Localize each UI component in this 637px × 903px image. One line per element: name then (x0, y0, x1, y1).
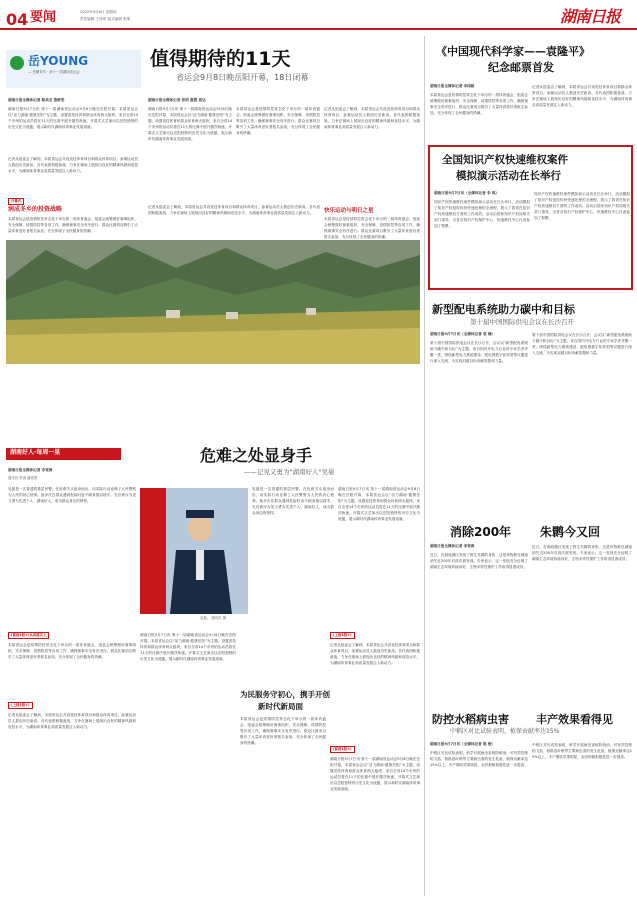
ip-text-2: 知识产权快速维权案件模拟演示活动在长沙举行，活动模拟了知识产权侵权纠纷快速处理的全流程，展示了我省在知识产权快速维权方面的工作成效。活动由国家知识产权局相关部门指导，全省各知识产权保护中心、快速维权中心代表参加了观摩。 (534, 192, 630, 220)
center-text-col1: 湖南日报9月7日讯 第十一届湖南省运动会9月8日晚在岳阳开幕，本届省运会以“活力湖南·健康岳阳”为主题，设置竞技体育和群众体育两大板块，来自全省14个市州的运动员将在11天的比赛中展开激烈角逐。开幕式文艺演出以岳阳独特的历史文化为底蕴，展示新时代湖南体育事业发展成就。 (148, 107, 232, 141)
left-subtitle: 润成冬乡的投资战略 (8, 206, 63, 213)
ibis-text-2: 近日，在洞庭湖区发现了野生朱鹮的身影，这是该物种在湖南消失近200年后再次被发现。专家表示，这一发现充分证明了湖南生态环境持续向好，生物多样性保护工作取得显著成效。 (532, 545, 632, 561)
center-text-col5: 记者从组委会了解到，本届省运会共设竞技体育项目和群众体育项目，参赛运动员人数创历史新高。各代表团积极备战，力争在赛场上展现出良好的精神风貌和竞技水平，为湖南体育事业高质量发展注入新动力。 (148, 205, 320, 215)
lower-headline-2: 新时代新局面 (258, 702, 303, 711)
rice-subhead: 中稻区对比试验表明，植保贡献率达15% (450, 728, 560, 735)
center-text-col3: 记者从组委会了解到，本届省运会共设竞技体育项目和群众体育项目，参赛运动员人数创历史新高。各代表团积极备战，力争在赛场上展现出良好的精神风貌和竞技水平，为湖南体育事业高质量发展注入新动力。 (324, 107, 420, 129)
good-people-banner: 湖南好人·每周一星 (6, 448, 121, 460)
lower-text-1: 本届省运会是疫情防控常态化下举办的一届体育盛会，组委会统筹做好赛事组织、安全保障、疫情防控等各项工作，确保赛事安全有序进行。群众比赛项目吸引了大量体育爱好者报名参加，充分体现了全民健身的热潮。 (8, 643, 136, 659)
lower-text-4: 本届省运会是疫情防控常态化下举办的一届体育盛会，组委会统筹做好赛事组织、安全保障、疫情防控等各项工作，确保赛事安全有序进行。群众比赛项目吸引了大量体育爱好者报名参加，充分体现了全民健身的热潮。 (240, 717, 326, 745)
main-subhead: 省运会9月8日晚岳阳开幕，18日闭幕 (176, 73, 309, 82)
rice-text-1: 中稻区对比试验表明，科学开展病虫害统防统治，可有效控制稻飞虱、稻纵卷叶螟等主要病虫害的发生危害，植保贡献率达15%以上，丰产增收效果明显，农民种粮积极性进一步提高。 (430, 751, 528, 767)
officer-illustration (140, 488, 248, 614)
ibis-kicker: 湖南日报全媒体记者 李宽海 (430, 544, 475, 548)
center-kicker: 湖南日报全媒体记者 张明 谢慧 周达 (148, 98, 206, 102)
rice-kicker: 湖南日报9月7日讯（全媒体记者 陈 俊） (430, 742, 496, 746)
stamp-headline-2: 纪念邮票首发 (488, 61, 554, 74)
section-name: 要闻 (30, 10, 57, 25)
rice-headline-2: 丰产效果看得见 (536, 713, 613, 726)
ip-headline-2: 模拟演示活动在长举行 (456, 170, 561, 182)
ip-kicker: 湖南日报9月7日讯（全媒体记者 李 琪） (434, 191, 500, 195)
left-tag: 开幕式 (8, 198, 24, 205)
feature-text-col2: 吴晏是一名普通的基层民警，在危难关头挺身而出，用实际行动诠释了人民警察为人民的初心使命。他多次在群众遇到危险时奋不顾身施以援手，先后被评为见义勇为先进个人、湖南好人，成为群众身边的榜样。 (252, 487, 334, 515)
lower-text-2: 记者从组委会了解到，本届省运会共设竞技体育项目和群众体育项目，参赛运动员人数创历史新高。各代表团积极备战，力争在赛场上展现出良好的精神风貌和竞技水平，为湖南体育事业高质量发展注入新动力。 (8, 713, 136, 729)
logo-subtext: — 岳麓青年 · 第十一届湖南省运会 (28, 70, 80, 74)
power-subhead: 第十届中国国际供电会议在长沙召开 (470, 318, 574, 326)
rice-text-2: 中稻区对比试验表明，科学开展病虫害统防统治，可有效控制稻飞虱、稻纵卷叶螟等主要病虫害的发生危害，植保贡献率达15%以上，丰产增收效果明显，农民种粮积极性进一步提高。 (532, 743, 632, 759)
page-number: 04 (6, 10, 29, 29)
left-article-text-2: 记者从组委会了解到，本届省运会共设竞技体育项目和群众体育项目，参赛运动员人数创历史新高。各代表团积极备战，力争在赛场上展现出良好的精神风貌和竞技水平，为湖南体育事业高质量发展注入新动力。 (8, 157, 138, 173)
column-divider (424, 36, 425, 896)
ibis-text-1: 近日，在洞庭湖区发现了野生朱鹮的身影，这是该物种在湖南消失近200年后再次被发现。专家表示，这一发现充分证明了湖南生态环境持续向好，生物多样性保护工作取得显著成效。 (430, 553, 528, 569)
center-section-head: 快乐运动与明日之星 (324, 208, 374, 214)
power-text-1: 第十届中国国际供电会议在长沙召开，会议以“新型配电系统助力碳中和目标”为主题，来自国内外电力行业的专家学者齐聚一堂，围绕新型电力系统建设、配电网数字化转型等议题进行深入交流，为实现双碳目标贡献智慧和力量。 (430, 341, 528, 363)
lower-text-3: 湖南日报9月7日讯 第十一届湖南省运动会9月8日晚在岳阳开幕，本届省运会以“活力湖南·健康岳阳”为主题，设置竞技体育和群众体育两大板块，来自全省14个市州的运动员将在11天的比赛中展开激烈角逐。开幕式文艺演出以岳阳独特的历史文化为底蕴，展示新时代湖南体育事业发展成就。 (140, 633, 236, 661)
ibis-headline-2: 朱鹮今又回 (540, 525, 601, 539)
left-article-text-3: 本届省运会是疫情防控常态化下举办的一届体育盛会，组委会统筹做好赛事组织、安全保障、疫情防控等各项工作，确保赛事安全有序进行。群众比赛项目吸引了大量体育爱好者报名参加，充分体现了全民健身的热潮。 (8, 217, 138, 233)
stamp-headline: 《中国现代科学家——袁隆平》 (436, 45, 590, 58)
lower-text-6: 湖南日报9月7日讯 第十一届湖南省运动会9月8日晚在岳阳开幕，本届省运会以“活力湖南·健康岳阳”为主题，设置竞技体育和群众体育两大板块，来自全省14个市州的运动员将在11天的比赛中展开激烈角逐。开幕式文艺演出以岳阳独特的历史文化为底蕴，展示新时代湖南体育事业发展成就。 (330, 757, 420, 791)
feature-kicker: 湖南日报全媒体记者 李宽海 (8, 468, 53, 472)
ip-headline: 全国知识产权快速维权案件 (442, 154, 568, 166)
editor-line: 责任编辑 王徐昂 版式编辑 张维 (80, 17, 131, 21)
more-tag-3: (上接1版②) (330, 632, 355, 639)
power-kicker: 湖南日报9月7日讯（全媒体记者 袁 楠） (430, 332, 496, 336)
ip-text-1: 知识产权快速维权案件模拟演示活动在长沙举行，活动模拟了知识产权侵权纠纷快速处理的全流程，展示了我省在知识产权快速维权方面的工作成效。活动由国家知识产权局相关部门指导，全省各知识产权保护中心、快速维权中心代表参加了观摩。 (434, 200, 530, 228)
more-tag-2: (上接1版①) (8, 702, 33, 709)
officer-photo-caption: 吴晏。 通讯员 摄 (200, 616, 226, 620)
power-text-2: 第十届中国国际供电会议在长沙召开，会议以“新型配电系统助力碳中和目标”为主题，来自国内外电力行业的专家学者齐聚一堂，围绕新型电力系统建设、配电网数字化转型等议题进行深入交流，为实现双碳目标贡献智慧和力量。 (532, 333, 632, 355)
page-header (0, 0, 637, 30)
main-headline: 值得期待的11天 (150, 48, 291, 70)
date-line: 2022年9月8日 星期四 (80, 10, 117, 14)
left-article-text-1: 湖南日报9月7日讯 第十一届湖南省运动会9月8日晚在岳阳开幕，本届省运会以“活力湖南·健康岳阳”为主题，设置竞技体育和群众体育两大板块，来自全省14个市州的运动员将在11天的比赛中展开激烈角逐。开幕式文艺演出以岳阳独特的历史文化为底蕴，展示新时代湖南体育事业发展成就。 (8, 107, 138, 129)
stamp-kicker: 湖南日报全媒体记者 李国斌 (430, 84, 475, 88)
more-tag-4: (紧接1版③) (330, 746, 355, 753)
lower-headline: 为民服务守初心，携手开创 (240, 690, 330, 699)
rice-headline: 防控水稻病虫害 (432, 713, 509, 726)
logo-text: 岳YOUNG (28, 54, 89, 68)
landscape-illustration (6, 240, 420, 364)
feature-byline: 通讯员 张涛 潘渠蔡 (8, 476, 38, 480)
stamp-text-2: 记者从组委会了解到，本届省运会共设竞技体育项目和群众体育项目，参赛运动员人数创历史新高。各代表团积极备战，力争在赛场上展现出良好的精神风貌和竞技水平，为湖南体育事业高质量发展注入新动力。 (532, 85, 632, 107)
masthead-logo: 湖南日报 (560, 7, 621, 26)
rice-field-photo (6, 240, 420, 364)
power-headline: 新型配电系统助力碳中和目标 (432, 303, 575, 316)
more-tag-1: (紧接1版②)认真落实上 (8, 632, 49, 639)
ibis-headline: 消除200年 (450, 525, 512, 539)
center-text-col4: 本届省运会是疫情防控常态化下举办的一届体育盛会，组委会统筹做好赛事组织、安全保障、疫情防控等各项工作，确保赛事安全有序进行。群众比赛项目吸引了大量体育爱好者报名参加，充分体现了全民健身的热潮。 (324, 217, 420, 239)
feature-title: 危难之处显身手 (200, 446, 313, 465)
feature-text-col1: 吴晏是一名普通的基层民警，在危难关头挺身而出，用实际行动诠释了人民警察为人民的初心使命。他多次在群众遇到危险时奋不顾身施以援手，先后被评为见义勇为先进个人、湖南好人，成为群众身边的榜样。 (8, 487, 136, 503)
feature-text-col3: 湖南日报9月7日讯 第十一届湖南省运动会9月8日晚在岳阳开幕，本届省运会以“活力湖南·健康岳阳”为主题，设置竞技体育和群众体育两大板块，来自全省14个市州的运动员将在11天的比赛中展开激烈角逐。开幕式文艺演出以岳阳独特的历史文化为底蕴，展示新时代湖南体育事业发展成就。 (338, 487, 420, 521)
ip-article-box (428, 145, 633, 290)
logo-circle-icon (10, 56, 24, 70)
officer-photo (140, 488, 248, 614)
feature-subtitle: ——记见义勇为"湖南好人"吴晏 (244, 468, 335, 476)
stamp-text-1: 本届省运会是疫情防控常态化下举办的一届体育盛会，组委会统筹做好赛事组织、安全保障、疫情防控等各项工作，确保赛事安全有序进行。群众比赛项目吸引了大量体育爱好者报名参加，充分体现了全民健身的热潮。 (430, 93, 528, 115)
lower-text-5: 记者从组委会了解到，本届省运会共设竞技体育项目和群众体育项目，参赛运动员人数创历史新高。各代表团积极备战，力争在赛场上展现出良好的精神风貌和竞技水平，为湖南体育事业高质量发展注入新动力。 (330, 643, 420, 665)
yueyoung-logo (6, 50, 141, 88)
center-text-col2: 本届省运会是疫情防控常态化下举办的一届体育盛会，组委会统筹做好赛事组织、安全保障、疫情防控等各项工作，确保赛事安全有序进行。群众比赛项目吸引了大量体育爱好者报名参加，充分体现了全民健身的热潮。 (236, 107, 320, 135)
left-kicker: 湖南日报全媒体记者 陈昌龙 鲁畔雯 (8, 98, 65, 102)
